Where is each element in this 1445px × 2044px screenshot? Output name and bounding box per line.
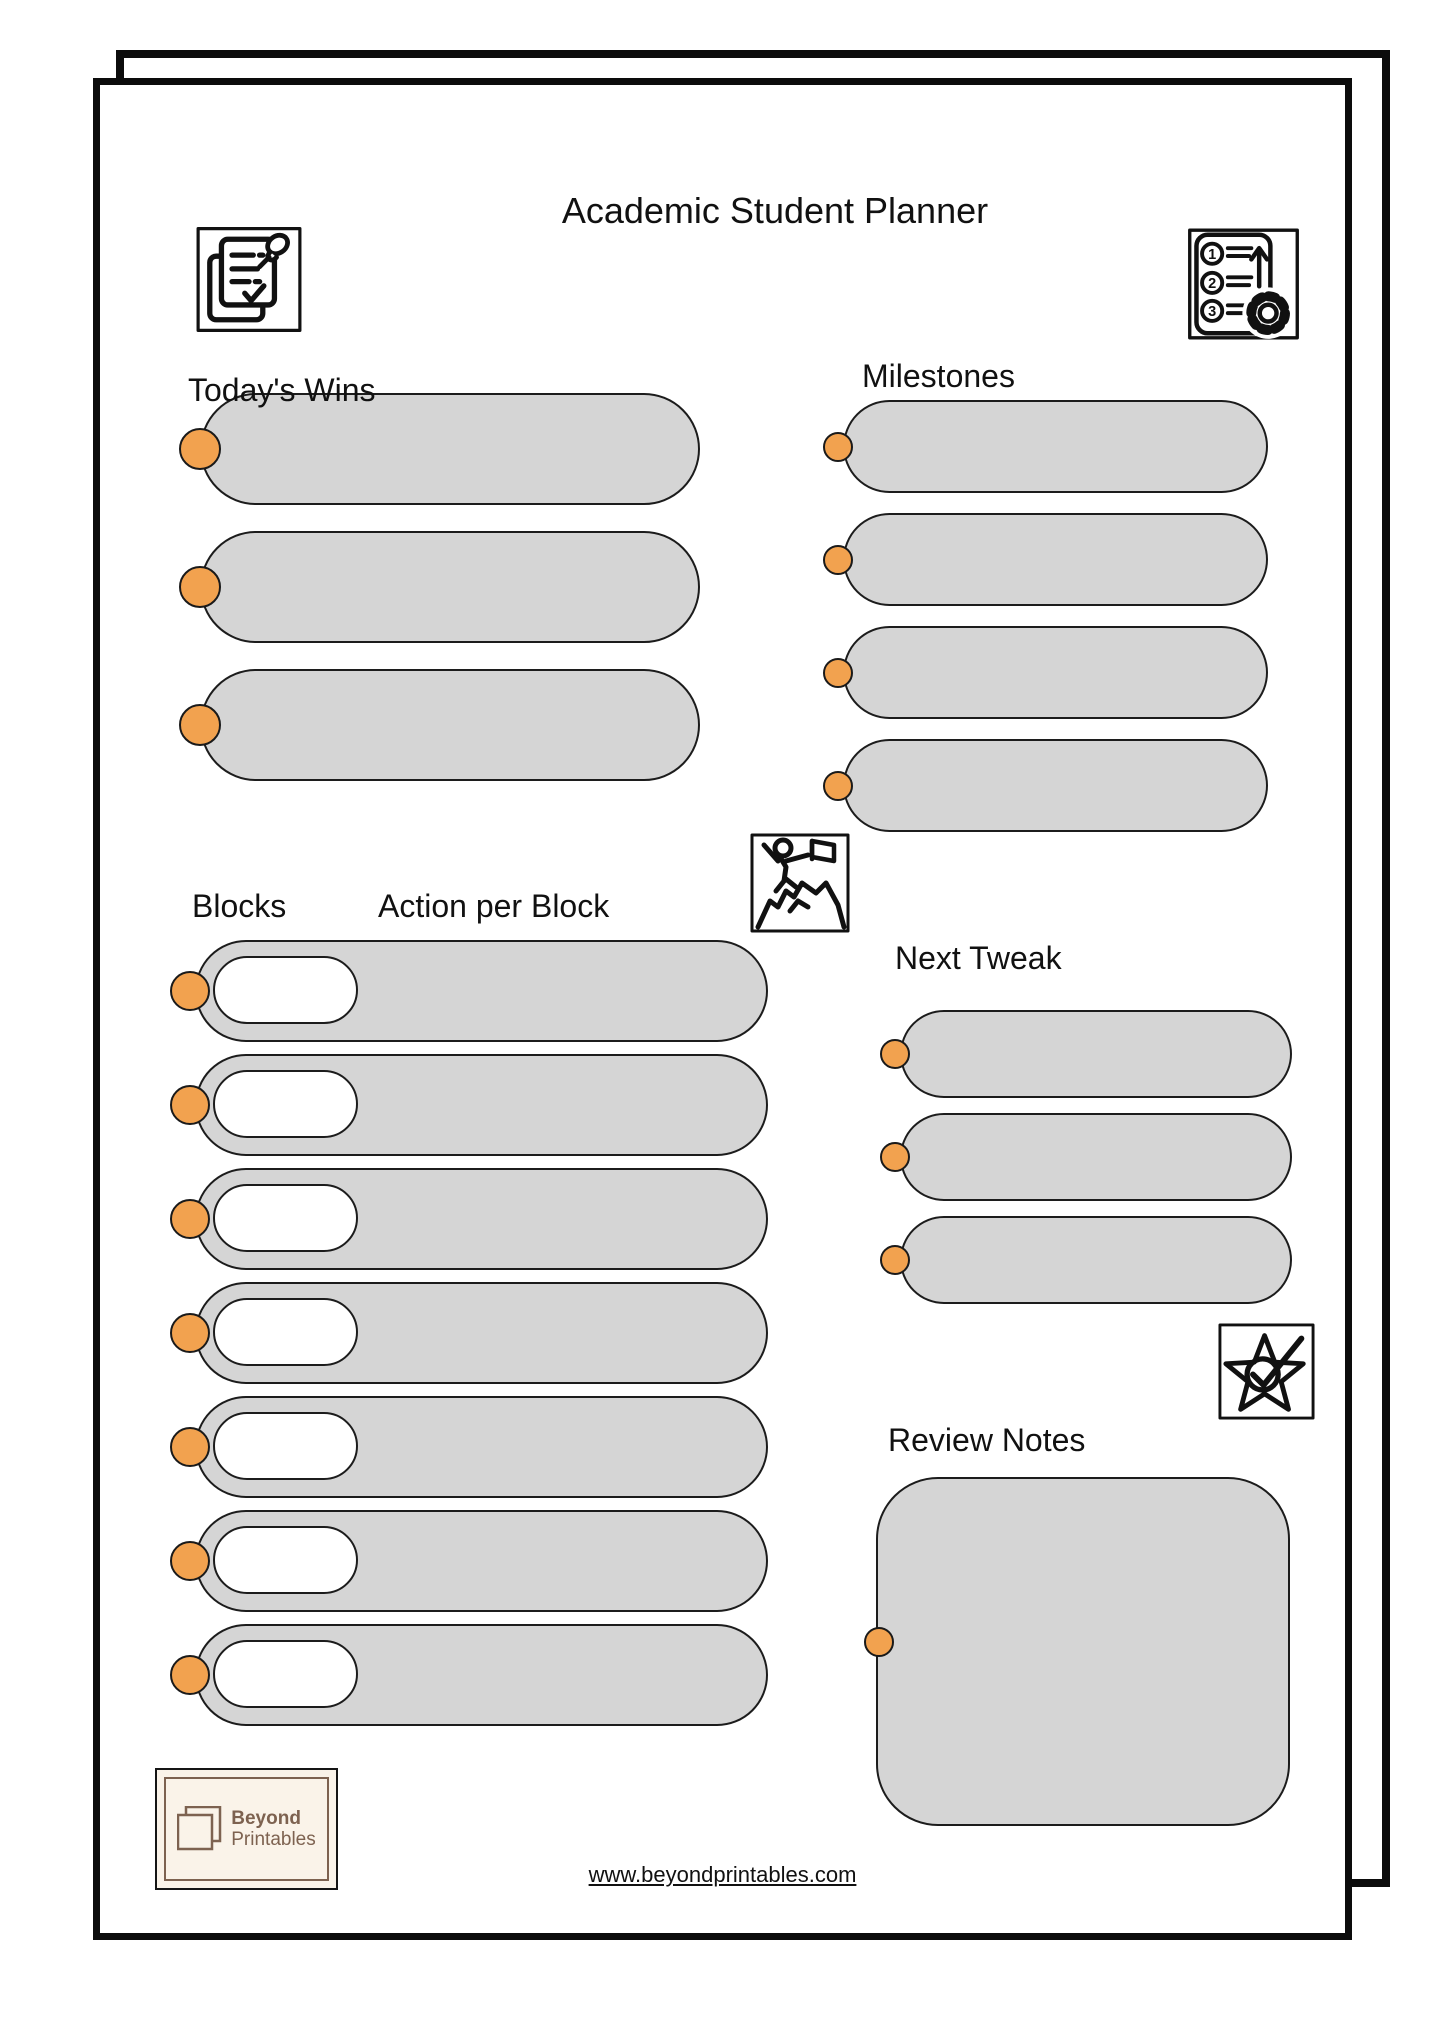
block-row: [170, 940, 768, 1042]
bullet-dot: [880, 1245, 910, 1275]
milestone-row: [822, 739, 1268, 832]
numbered-steps-gear-icon: [1187, 228, 1300, 340]
svg-text:3: 3: [1208, 303, 1217, 320]
block-label-field[interactable]: [213, 1640, 358, 1708]
milestone-entry-field[interactable]: [843, 626, 1268, 719]
block-label-field[interactable]: [213, 1526, 358, 1594]
tweak-entry-field[interactable]: [900, 1216, 1292, 1304]
brand-name-line2: Printables: [231, 1829, 316, 1850]
bullet-dot: [880, 1039, 910, 1069]
tweak-row: [878, 1216, 1292, 1304]
tweak-row: [878, 1113, 1292, 1201]
bullet-dot: [170, 1541, 210, 1581]
section-heading-next-tweak: Next Tweak: [895, 940, 1062, 976]
bullet-dot: [179, 704, 221, 746]
section-heading-blocks: Blocks: [192, 888, 287, 924]
bullet-dot: [179, 566, 221, 608]
svg-text:1: 1: [1208, 246, 1217, 263]
bullet-dot: [823, 771, 853, 801]
block-label-field[interactable]: [213, 956, 358, 1024]
block-row: [170, 1396, 768, 1498]
block-row: [170, 1054, 768, 1156]
review-notes-field[interactable]: [876, 1477, 1290, 1826]
win-row: [176, 531, 700, 643]
win-entry-field[interactable]: [200, 393, 700, 505]
section-heading-review-notes: Review Notes: [888, 1422, 1086, 1458]
section-heading-milestones: Milestones: [862, 358, 1015, 394]
svg-text:2: 2: [1208, 275, 1217, 292]
brand-name-line1: Beyond: [231, 1807, 301, 1829]
blocks-list: [170, 940, 768, 1738]
milestone-row: [822, 400, 1268, 493]
win-entry-field[interactable]: [200, 669, 700, 781]
todays-wins-list: [176, 393, 700, 807]
bullet-dot: [880, 1142, 910, 1172]
brand-logo: [155, 1768, 338, 1890]
bullet-dot: [179, 428, 221, 470]
stacked-squares-icon: [177, 1806, 223, 1852]
brand-logo-frame: [164, 1777, 329, 1881]
brand-logo-text: [231, 1808, 316, 1851]
section-heading-action-per-block: Action per Block: [378, 888, 610, 924]
bullet-dot: [864, 1627, 894, 1657]
milestones-list: [822, 400, 1268, 852]
win-row: [176, 393, 700, 505]
block-label-field[interactable]: [213, 1184, 358, 1252]
bullet-dot: [170, 1085, 210, 1125]
block-row: [170, 1168, 768, 1270]
block-row: [170, 1510, 768, 1612]
milestone-row: [822, 626, 1268, 719]
block-label-field[interactable]: [213, 1298, 358, 1366]
page-title: Academic Student Planner: [561, 190, 989, 231]
bullet-dot: [170, 1655, 210, 1695]
milestone-entry-field[interactable]: [843, 739, 1268, 832]
tweak-entry-field[interactable]: [900, 1113, 1292, 1201]
bullet-dot: [170, 971, 210, 1011]
pinned-checklist-icon: [196, 224, 302, 335]
bullet-dot: [170, 1313, 210, 1353]
section-heading-todays-wins: Today's Wins: [188, 372, 376, 408]
block-label-field[interactable]: [213, 1412, 358, 1480]
bullet-dot: [823, 545, 853, 575]
next-tweak-list: [878, 1010, 1292, 1319]
tweak-entry-field[interactable]: [900, 1010, 1292, 1098]
star-check-icon: [1213, 1323, 1320, 1420]
mountain-climber-flag-icon: [745, 833, 855, 933]
milestone-entry-field[interactable]: [843, 400, 1268, 493]
bullet-dot: [170, 1427, 210, 1467]
tweak-row: [878, 1010, 1292, 1098]
website-link[interactable]: www.beyondprintables.com: [588, 1862, 857, 1887]
bullet-dot: [170, 1199, 210, 1239]
milestone-row: [822, 513, 1268, 606]
block-row: [170, 1282, 768, 1384]
block-label-field[interactable]: [213, 1070, 358, 1138]
block-row: [170, 1624, 768, 1726]
win-entry-field[interactable]: [200, 531, 700, 643]
bullet-dot: [823, 432, 853, 462]
milestone-entry-field[interactable]: [843, 513, 1268, 606]
win-row: [176, 669, 700, 781]
bullet-dot: [823, 658, 853, 688]
